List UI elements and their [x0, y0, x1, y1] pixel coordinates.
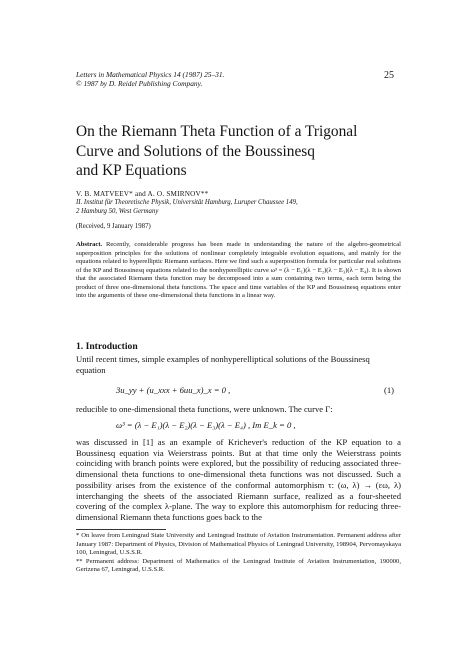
- abstract-label: Abstract.: [76, 241, 103, 248]
- affiliation: [76, 199, 298, 217]
- page-number: 25: [384, 70, 394, 81]
- body-text: was discussed in [1] as an example of Krichever's reduction of the KP equation to a Boussinesq equation via Weierstrass points. But at that time only the Weierstrass points coinciding with branch points were explored, but the possibility of reducing associated three-dimensional theta functions to one-dimensional theta functions was not discussed. Such a possibility arises from the existence of the conformal automorphism τ: (ω, λ) → (εω, λ) interchanging the sheets of the associated Riemann surface, realized as a four-sheeted covering of the complex λ-plane. The way to explore this automorphism for reducing three-dimensional Riemann theta functions goes back to the: [76, 437, 401, 522]
- intro-paragraph: Until recent times, simple examples of nonhyperelliptical solutions of the Boussinesq equation: [76, 354, 370, 375]
- footnote-1: * On leave from Leningrad State University and Leningrad Institute of Aviation Instrumentation. Permanent address after January 1987: Department of Physics, Division of Mathematical Physics of Leningrad University, 198904, Pervomayskaya 100, Leningrad, U.S.S.R.: [76, 532, 401, 556]
- affiliation-line-2: 2 Hamburg 50, West Germany: [76, 207, 159, 215]
- footnote-2: ** Permanent address: Department of Mathematics of the Leningrad Institute of Aviation Instrumentation, 190000, Gertzena 67, Leningrad, U.S.S.R.: [76, 557, 401, 573]
- title-line-1: On the Riemann Theta Function of a Trigonal: [76, 123, 358, 140]
- equation-1: 3u_yy + (u_xxx + 6uu_x)_x = 0 ,: [116, 385, 231, 395]
- journal-citation: [76, 70, 224, 89]
- journal-line-2: © 1987 by D. Reidel Publishing Company.: [76, 79, 203, 89]
- received-date: (Received, 9 January 1987): [76, 223, 151, 230]
- abstract: [76, 241, 401, 301]
- title-line-3: and KP Equations: [76, 162, 187, 179]
- abstract-text: Recently, considerable progress has been made in understanding the nature of the algebro-geometrical superposition principles for the solutions of nonlinear completely integrable evolution equations, and mainly for the equations related to hyperelliptic Riemann surfaces. Here we find such a superposition formula for particular real solutions of the KP and Boussinesq equations related to the nonhyperelliptic curve ω³ = (λ − E₁)(λ − E₂)(λ − E₃)(λ − E₄). It is shown that the associated Riemann theta function may be decomposed into a sum containing two terms, each term being the product of three one-dimensional theta functions. The space and time variables of the KP and Boussinesq equations enter into the arguments of these one-dimensional theta functions in a linear way.: [76, 241, 401, 299]
- journal-line-1: Letters in Mathematical Physics 14 (1987) 25–31.: [76, 70, 225, 79]
- section-heading: 1. Introduction: [76, 341, 138, 352]
- affiliation-line-1: II. Institut für Theoretische Physik, Universität Hamburg, Luruper Chaussee 149,: [76, 199, 298, 206]
- footnote-rule: [76, 529, 166, 530]
- equation-1-number: (1): [384, 385, 395, 395]
- authors: V. B. MATVEEV* and A. O. SMIRNOV**: [76, 190, 209, 198]
- footnotes: [76, 532, 401, 575]
- reduction-sentence: reducible to one-dimensional theta functions, were unknown. The curve Γ:: [76, 404, 333, 414]
- body-paragraph: [76, 437, 401, 523]
- paper-title: [76, 122, 406, 181]
- curve-equation: ω³ = (λ − E₁)(λ − E₂)(λ − E₃)(λ − E₄) , Im E_k = 0 ,: [116, 420, 296, 430]
- title-line-2: Curve and Solutions of the Boussinesq: [76, 142, 315, 160]
